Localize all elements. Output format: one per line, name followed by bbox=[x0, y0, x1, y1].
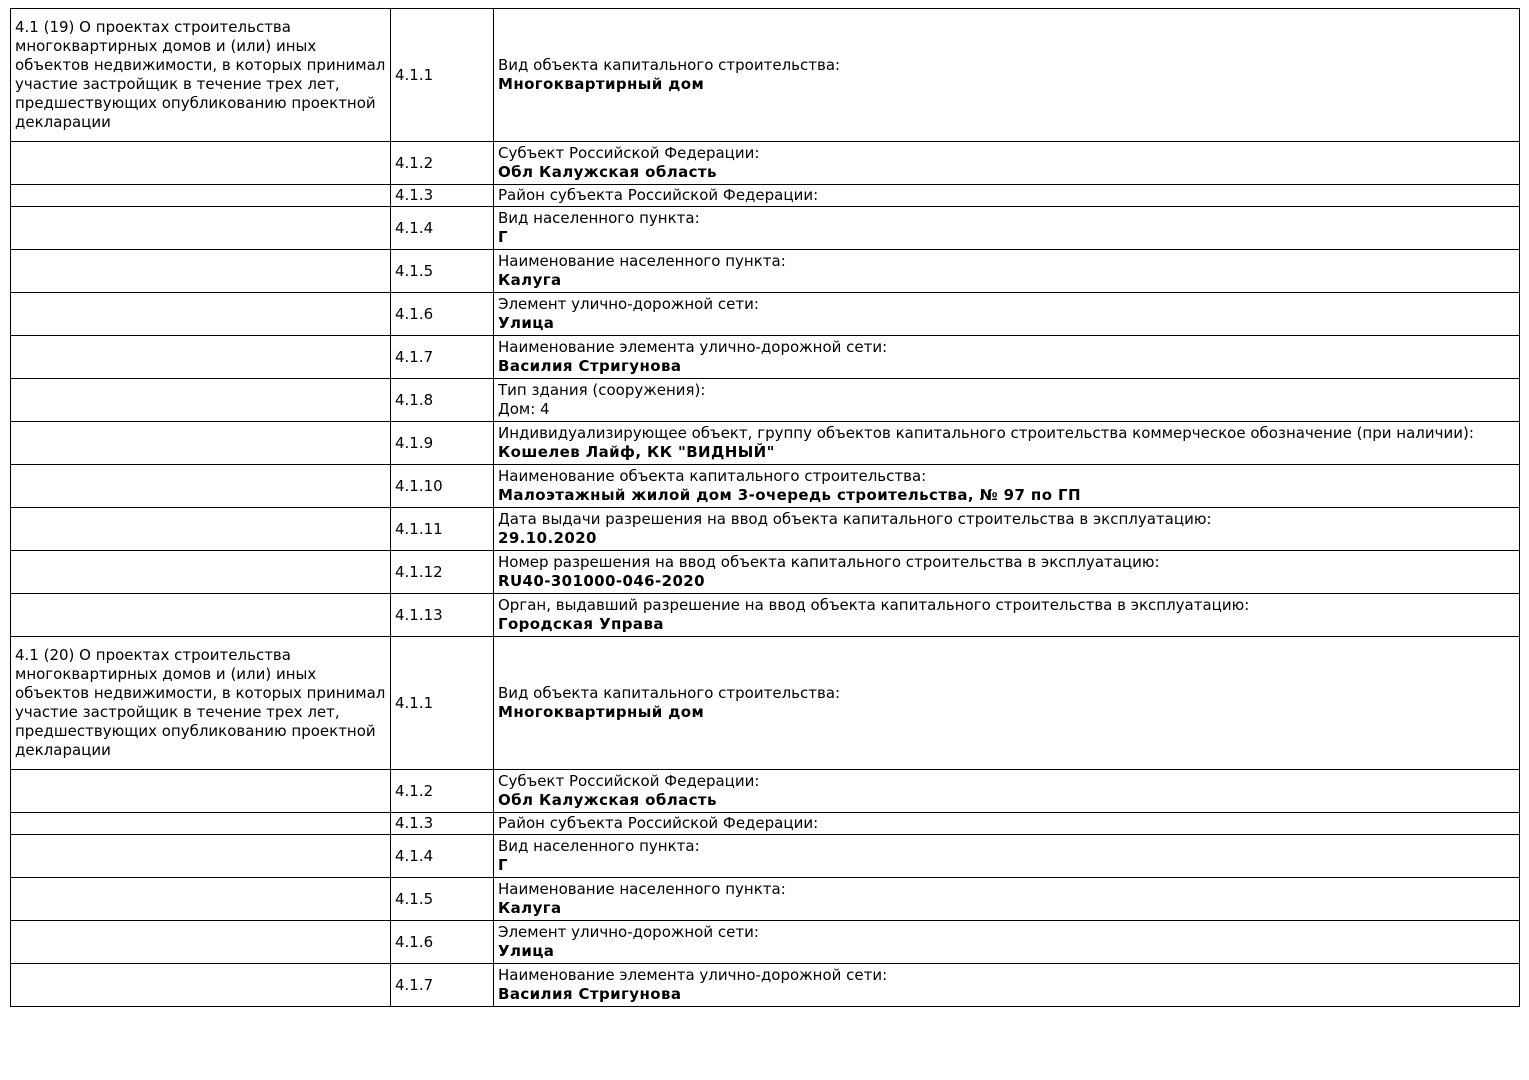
field-cell bbox=[494, 379, 1520, 422]
empty-title-cell bbox=[11, 964, 391, 1007]
row-code: 4.1.4 bbox=[391, 207, 494, 250]
field-cell bbox=[494, 207, 1520, 250]
field-value: Многоквартирный дом bbox=[498, 75, 705, 93]
field-cell bbox=[494, 878, 1520, 921]
field-cell bbox=[494, 336, 1520, 379]
field-label: Район субъекта Российской Федерации: bbox=[498, 186, 819, 204]
field-cell bbox=[494, 835, 1520, 878]
declaration-table bbox=[10, 8, 1520, 1007]
section-title-cell: 4.1 (19) О проектах строительства многоквартирных домов и (или) иных объектов недвижимости, в которых принимал участие застройщик в течение трех лет, предшествующих опубликованию проектной декларации bbox=[11, 9, 391, 142]
row-code: 4.1.2 bbox=[391, 770, 494, 813]
empty-title-cell bbox=[11, 921, 391, 964]
table-row bbox=[11, 142, 1520, 185]
empty-title-cell bbox=[11, 508, 391, 551]
table-row bbox=[11, 293, 1520, 336]
field-label: Элемент улично-дорожной сети: bbox=[498, 923, 759, 941]
field-value: Многоквартирный дом bbox=[498, 703, 705, 721]
table-row bbox=[11, 770, 1520, 813]
field-label: Дата выдачи разрешения на ввод объекта капитального строительства в эксплуатацию: bbox=[498, 510, 1212, 528]
empty-title-cell bbox=[11, 207, 391, 250]
row-code: 4.1.9 bbox=[391, 422, 494, 465]
empty-title-cell bbox=[11, 465, 391, 508]
field-cell bbox=[494, 465, 1520, 508]
table-row bbox=[11, 9, 1520, 142]
field-cell bbox=[494, 813, 1520, 835]
field-label: Элемент улично-дорожной сети: bbox=[498, 295, 759, 313]
row-code: 4.1.2 bbox=[391, 142, 494, 185]
row-code: 4.1.10 bbox=[391, 465, 494, 508]
table-row bbox=[11, 921, 1520, 964]
table-row bbox=[11, 207, 1520, 250]
row-code: 4.1.13 bbox=[391, 594, 494, 637]
field-cell bbox=[494, 921, 1520, 964]
empty-title-cell bbox=[11, 293, 391, 336]
field-value: Улица bbox=[498, 314, 555, 332]
table-body bbox=[11, 9, 1520, 1007]
field-cell bbox=[494, 551, 1520, 594]
row-code: 4.1.5 bbox=[391, 878, 494, 921]
field-value: Обл Калужская область bbox=[498, 791, 717, 809]
field-label: Наименование населенного пункта: bbox=[498, 252, 786, 270]
field-value: Обл Калужская область bbox=[498, 163, 717, 181]
table-row bbox=[11, 422, 1520, 465]
row-code: 4.1.12 bbox=[391, 551, 494, 594]
table-row bbox=[11, 185, 1520, 207]
field-cell bbox=[494, 594, 1520, 637]
field-value: Малоэтажный жилой дом 3-очередь строительства, № 97 по ГП bbox=[498, 486, 1081, 504]
field-label: Орган, выдавший разрешение на ввод объекта капитального строительства в эксплуатацию: bbox=[498, 596, 1250, 614]
field-cell bbox=[494, 422, 1520, 465]
empty-title-cell bbox=[11, 835, 391, 878]
field-value: Калуга bbox=[498, 899, 562, 917]
empty-title-cell bbox=[11, 185, 391, 207]
row-code: 4.1.6 bbox=[391, 293, 494, 336]
field-value: Василия Стригунова bbox=[498, 357, 682, 375]
table-row bbox=[11, 813, 1520, 835]
field-label: Наименование объекта капитального строительства: bbox=[498, 467, 927, 485]
empty-title-cell bbox=[11, 336, 391, 379]
field-cell bbox=[494, 964, 1520, 1007]
empty-title-cell bbox=[11, 770, 391, 813]
field-cell bbox=[494, 770, 1520, 813]
row-code: 4.1.3 bbox=[391, 185, 494, 207]
empty-title-cell bbox=[11, 551, 391, 594]
field-label: Номер разрешения на ввод объекта капитального строительства в эксплуатацию: bbox=[498, 553, 1160, 571]
empty-title-cell bbox=[11, 379, 391, 422]
field-cell bbox=[494, 9, 1520, 142]
field-label: Наименование населенного пункта: bbox=[498, 880, 786, 898]
field-cell bbox=[494, 185, 1520, 207]
field-label: Наименование элемента улично-дорожной сети: bbox=[498, 338, 888, 356]
table-row bbox=[11, 250, 1520, 293]
empty-title-cell bbox=[11, 250, 391, 293]
field-value: 29.10.2020 bbox=[498, 529, 597, 547]
field-cell bbox=[494, 142, 1520, 185]
row-code: 4.1.7 bbox=[391, 964, 494, 1007]
table-row bbox=[11, 508, 1520, 551]
field-value: Василия Стригунова bbox=[498, 985, 682, 1003]
table-row bbox=[11, 336, 1520, 379]
empty-title-cell bbox=[11, 813, 391, 835]
field-label: Наименование элемента улично-дорожной сети: bbox=[498, 966, 888, 984]
field-value: Дом: 4 bbox=[498, 400, 550, 418]
row-code: 4.1.8 bbox=[391, 379, 494, 422]
row-code: 4.1.1 bbox=[391, 637, 494, 770]
field-label: Вид объекта капитального строительства: bbox=[498, 684, 841, 702]
table-row bbox=[11, 551, 1520, 594]
empty-title-cell bbox=[11, 594, 391, 637]
table-row bbox=[11, 594, 1520, 637]
field-value: Г bbox=[498, 856, 508, 874]
empty-title-cell bbox=[11, 422, 391, 465]
field-label: Тип здания (сооружения): bbox=[498, 381, 706, 399]
section-title-cell: 4.1 (20) О проектах строительства многоквартирных домов и (или) иных объектов недвижимости, в которых принимал участие застройщик в течение трех лет, предшествующих опубликованию проектной декларации bbox=[11, 637, 391, 770]
field-value: Калуга bbox=[498, 271, 562, 289]
row-code: 4.1.6 bbox=[391, 921, 494, 964]
table-row bbox=[11, 465, 1520, 508]
field-value: Кошелев Лайф, КК "ВИДНЫЙ" bbox=[498, 443, 775, 461]
table-row bbox=[11, 835, 1520, 878]
table-row bbox=[11, 964, 1520, 1007]
field-label: Индивидуализирующее объект, группу объектов капитального строительства коммерческое обозначение (при наличии): bbox=[498, 424, 1474, 442]
field-value: RU40-301000-046-2020 bbox=[498, 572, 705, 590]
row-code: 4.1.11 bbox=[391, 508, 494, 551]
field-label: Субъект Российской Федерации: bbox=[498, 144, 760, 162]
row-code: 4.1.1 bbox=[391, 9, 494, 142]
field-label: Вид населенного пункта: bbox=[498, 209, 700, 227]
field-label: Вид объекта капитального строительства: bbox=[498, 56, 841, 74]
row-code: 4.1.5 bbox=[391, 250, 494, 293]
row-code: 4.1.7 bbox=[391, 336, 494, 379]
empty-title-cell bbox=[11, 142, 391, 185]
field-label: Вид населенного пункта: bbox=[498, 837, 700, 855]
row-code: 4.1.3 bbox=[391, 813, 494, 835]
field-value: Городская Управа bbox=[498, 615, 664, 633]
row-code: 4.1.4 bbox=[391, 835, 494, 878]
field-label: Район субъекта Российской Федерации: bbox=[498, 814, 819, 832]
field-cell bbox=[494, 293, 1520, 336]
empty-title-cell bbox=[11, 878, 391, 921]
table-row bbox=[11, 379, 1520, 422]
table-row bbox=[11, 637, 1520, 770]
field-value: Улица bbox=[498, 942, 555, 960]
field-cell bbox=[494, 250, 1520, 293]
field-label: Субъект Российской Федерации: bbox=[498, 772, 760, 790]
field-cell bbox=[494, 508, 1520, 551]
field-cell bbox=[494, 637, 1520, 770]
field-value: Г bbox=[498, 228, 508, 246]
table-row bbox=[11, 878, 1520, 921]
